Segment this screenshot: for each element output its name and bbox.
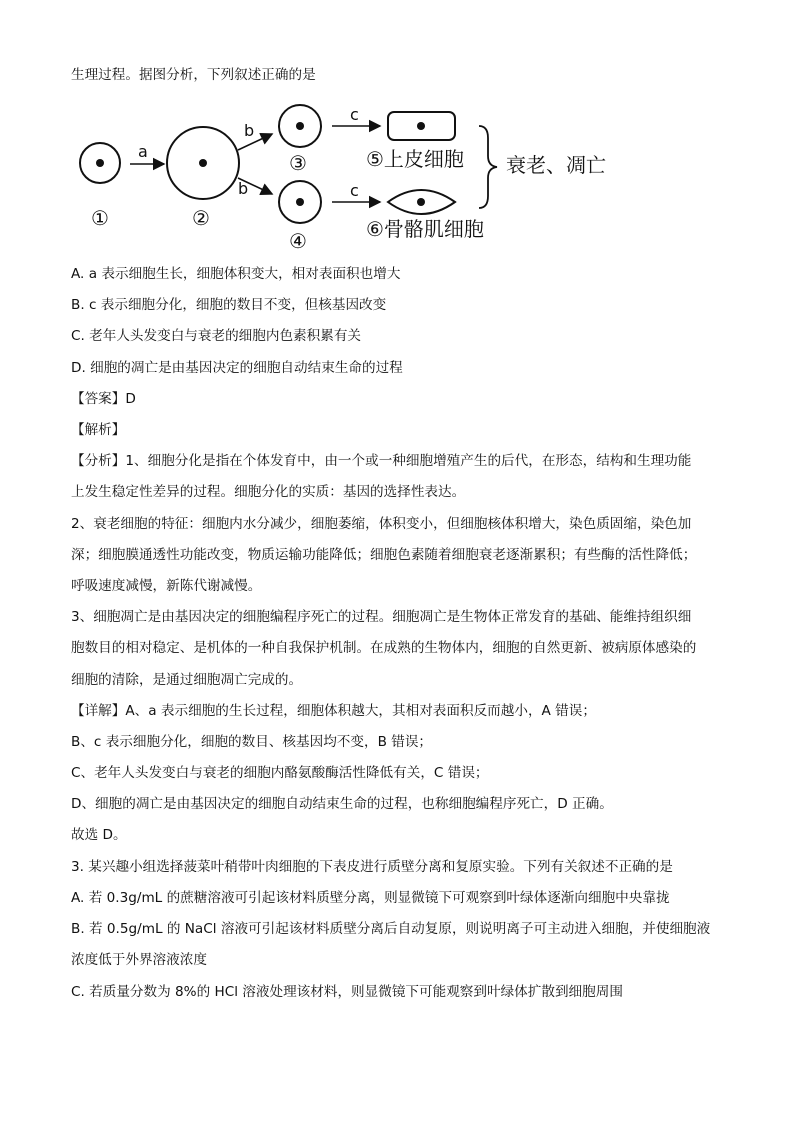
cell-5-nucleus bbox=[417, 122, 425, 130]
analysis-header: 【解析】 bbox=[71, 422, 126, 438]
q2-option-d: D. 细胞的凋亡是由基因决定的细胞自动结束生命的过程 bbox=[71, 360, 403, 376]
analysis-line: D、细胞的凋亡是由基因决定的细胞自动结束生命的过程，也称细胞编程序死亡，D 正确。 bbox=[71, 796, 613, 812]
arrow-b-bottom-label: b bbox=[238, 179, 249, 198]
arrow-c-top-label: c bbox=[350, 105, 359, 124]
arrow-b-top-label: b bbox=[244, 121, 255, 140]
q3-option-b-cont: 浓度低于外界溶液浓度 bbox=[71, 952, 207, 968]
cell-6-nucleus bbox=[417, 198, 425, 206]
analysis-line: 胞数目的相对稳定、是机体的一种自我保护机制。在成熟的生物体内，细胞的自然更新、被病原体感染的 bbox=[71, 640, 697, 656]
q2-option-b: B. c 表示细胞分化，细胞的数目不变，但核基因改变 bbox=[71, 297, 387, 313]
q3-option-c: C. 若质量分数为 8%的 HCl 溶液处理该材料，则显微镜下可能观察到叶绿体扩散到细胞周围 bbox=[71, 984, 623, 1000]
label-3: ③ bbox=[289, 151, 307, 175]
analysis-line: 2、衰老细胞的特征：细胞内水分减少，细胞萎缩，体积变小，但细胞核体积增大，染色质固缩，染色加 bbox=[71, 516, 692, 532]
cell-2-nucleus bbox=[199, 159, 207, 167]
arrow-c-bottom-label: c bbox=[350, 181, 359, 200]
brace-label: 衰老、凋亡 bbox=[506, 153, 606, 177]
analysis-line: B、c 表示细胞分化，细胞的数目、核基因均不变，B 错误； bbox=[71, 734, 433, 750]
analysis-line: 3、细胞凋亡是由基因决定的细胞编程序死亡的过程。细胞凋亡是生物体正常发育的基础、能维持组织细 bbox=[71, 609, 692, 625]
q2-option-c: C. 老年人头发变白与衰老的细胞内色素积累有关 bbox=[71, 328, 362, 344]
cell-1-nucleus bbox=[96, 159, 104, 167]
analysis-line: 故选 D。 bbox=[71, 827, 127, 843]
answer-line: 【答案】D bbox=[71, 391, 136, 407]
cell-6-label: ⑥骨骼肌细胞 bbox=[366, 217, 484, 241]
q3-option-a: A. 若 0.3g/mL 的蔗糖溶液可引起该材料质壁分离，则显微镜下可观察到叶绿体逐渐向细胞中央靠拢 bbox=[71, 890, 670, 906]
q2-option-a: A. a 表示细胞生长，细胞体积变大，相对表面积也增大 bbox=[71, 266, 401, 282]
analysis-line: 细胞的清除，是通过细胞凋亡完成的。 bbox=[71, 672, 303, 688]
q3-option-b: B. 若 0.5g/mL 的 NaCl 溶液可引起该材料质壁分离后自动复原，则说明离子可主动进入细胞，并使细胞液 bbox=[71, 921, 711, 937]
analysis-line: 深；细胞膜通透性功能改变，物质运输功能降低；细胞色素随着细胞衰老逐渐累积；有些酶的活性降低； bbox=[71, 547, 697, 563]
analysis-line: C、老年人头发变白与衰老的细胞内酪氨酸酶活性降低有关，C 错误； bbox=[71, 765, 489, 781]
label-1: ① bbox=[91, 206, 109, 230]
arrow-a-label: a bbox=[138, 142, 148, 161]
analysis-line: 【详解】A、a 表示细胞的生长过程，细胞体积越大，其相对表面积反而越小，A 错误； bbox=[71, 703, 596, 719]
analysis-line: 上发生稳定性差异的过程。细胞分化的实质：基因的选择性表达。 bbox=[71, 484, 466, 500]
q3-stem: 3. 某兴趣小组选择菠菜叶稍带叶肉细胞的下表皮进行质壁分离和复原实验。下列有关叙述不正确的是 bbox=[71, 859, 673, 875]
analysis-line: 呼吸速度减慢，新陈代谢减慢。 bbox=[71, 578, 262, 594]
cell-4-nucleus bbox=[296, 198, 304, 206]
label-2: ② bbox=[192, 206, 210, 230]
cell-3-nucleus bbox=[296, 122, 304, 130]
cell-5-label: ⑤上皮细胞 bbox=[366, 147, 464, 171]
cell-process-diagram bbox=[70, 98, 650, 260]
label-4: ④ bbox=[289, 229, 307, 253]
brace bbox=[479, 126, 497, 208]
analysis-line: 【分析】1、细胞分化是指在个体发育中，由一个或一种细胞增殖产生的后代，在形态，结构和生理功能 bbox=[71, 453, 692, 469]
intro-line: 生理过程。据图分析，下列叙述正确的是 bbox=[71, 67, 316, 83]
